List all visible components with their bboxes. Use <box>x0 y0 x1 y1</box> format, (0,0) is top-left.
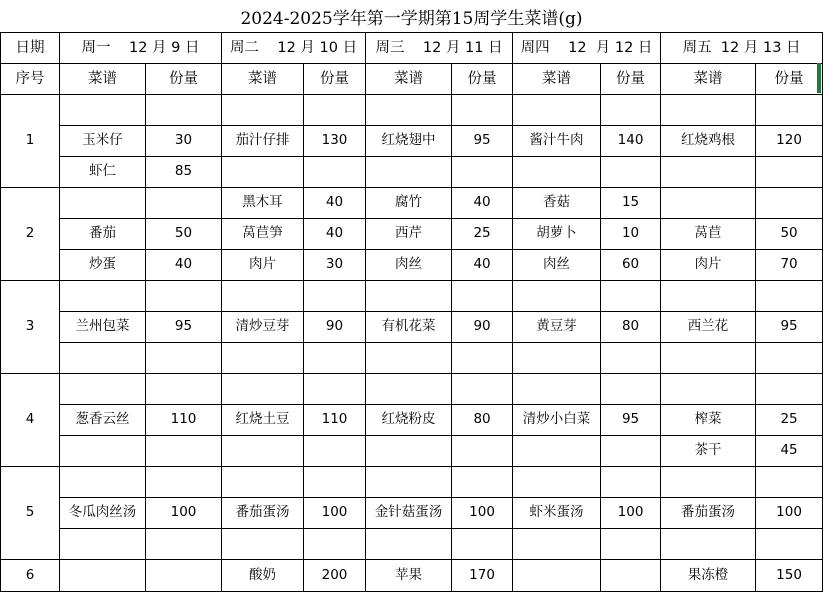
qty-cell[interactable] <box>304 95 366 126</box>
dish-cell[interactable]: 苹果 <box>366 560 452 592</box>
dish-cell[interactable]: 番茄蛋汤 <box>661 498 756 529</box>
qty-cell[interactable]: 150 <box>756 560 823 592</box>
qty-cell[interactable]: 140 <box>601 126 661 157</box>
qty-cell[interactable]: 30 <box>304 250 366 281</box>
dish-cell[interactable] <box>366 374 452 405</box>
dish-label-thu[interactable]: 菜谱 <box>513 64 601 95</box>
qty-cell[interactable] <box>452 157 513 188</box>
table-row <box>1 560 823 592</box>
dish-cell[interactable]: 红烧粉皮 <box>366 405 452 436</box>
table-row <box>1 436 823 467</box>
qty-cell[interactable] <box>601 343 661 374</box>
qty-cell[interactable] <box>756 529 823 560</box>
dish-cell[interactable] <box>366 95 452 126</box>
qty-cell[interactable] <box>452 343 513 374</box>
table-row <box>1 188 823 219</box>
dish-cell[interactable]: 金针菇蛋汤 <box>366 498 452 529</box>
qty-cell[interactable] <box>304 436 366 467</box>
dish-cell[interactable] <box>661 281 756 312</box>
qty-cell[interactable] <box>452 436 513 467</box>
table-row <box>1 529 823 560</box>
dish-cell[interactable] <box>366 343 452 374</box>
qty-cell[interactable] <box>601 157 661 188</box>
dish-cell[interactable]: 肉丝 <box>366 250 452 281</box>
dish-cell[interactable] <box>366 157 452 188</box>
qty-cell[interactable]: 80 <box>452 405 513 436</box>
dish-cell[interactable] <box>513 436 601 467</box>
qty-cell[interactable]: 25 <box>452 219 513 250</box>
cell-selection-marker <box>817 63 821 93</box>
dish-cell[interactable] <box>513 95 601 126</box>
qty-cell[interactable]: 130 <box>304 126 366 157</box>
qty-cell[interactable]: 40 <box>146 250 222 281</box>
dish-cell[interactable] <box>222 436 304 467</box>
dish-cell[interactable]: 莴苣 <box>661 219 756 250</box>
table-row <box>1 498 823 529</box>
dish-cell[interactable]: 黑木耳 <box>222 188 304 219</box>
qty-cell[interactable] <box>756 95 823 126</box>
qty-cell[interactable]: 40 <box>452 188 513 219</box>
dish-cell[interactable] <box>513 560 601 592</box>
dish-cell[interactable] <box>60 467 146 498</box>
table-row <box>1 219 823 250</box>
qty-cell[interactable] <box>756 188 823 219</box>
qty-cell[interactable]: 95 <box>452 126 513 157</box>
qty-cell[interactable] <box>146 188 222 219</box>
dish-cell[interactable]: 清炒小白菜 <box>513 405 601 436</box>
dish-cell[interactable]: 虾米蛋汤 <box>513 498 601 529</box>
dish-cell[interactable] <box>513 374 601 405</box>
qty-cell[interactable]: 110 <box>304 405 366 436</box>
dish-cell[interactable]: 香菇 <box>513 188 601 219</box>
dish-cell[interactable] <box>366 467 452 498</box>
dish-cell[interactable] <box>661 343 756 374</box>
dish-cell[interactable] <box>366 436 452 467</box>
qty-cell[interactable]: 90 <box>304 312 366 343</box>
qty-cell[interactable]: 40 <box>304 188 366 219</box>
qty-label-wed[interactable]: 份量 <box>452 64 513 95</box>
table-row <box>1 126 823 157</box>
qty-label-thu[interactable]: 份量 <box>601 64 661 95</box>
qty-cell[interactable] <box>304 467 366 498</box>
qty-cell[interactable] <box>601 560 661 592</box>
dish-cell[interactable] <box>513 281 601 312</box>
row-index[interactable]: 1 <box>1 95 60 188</box>
qty-cell[interactable] <box>146 529 222 560</box>
qty-cell[interactable] <box>601 95 661 126</box>
qty-cell[interactable] <box>146 374 222 405</box>
qty-cell[interactable] <box>452 467 513 498</box>
dish-cell[interactable]: 榨菜 <box>661 405 756 436</box>
dish-cell[interactable] <box>222 95 304 126</box>
dish-cell[interactable] <box>222 281 304 312</box>
menu-table <box>0 32 823 592</box>
dish-cell[interactable] <box>60 95 146 126</box>
qty-cell[interactable] <box>146 436 222 467</box>
qty-cell[interactable]: 50 <box>146 219 222 250</box>
qty-cell[interactable] <box>452 95 513 126</box>
date-label[interactable]: 日期 <box>1 33 60 64</box>
dish-cell[interactable] <box>366 529 452 560</box>
table-row <box>1 374 823 405</box>
qty-label-tue[interactable]: 份量 <box>304 64 366 95</box>
dish-cell[interactable] <box>60 188 146 219</box>
qty-label-fri[interactable]: 份量 <box>756 64 823 95</box>
dish-cell[interactable] <box>661 467 756 498</box>
qty-cell[interactable]: 40 <box>452 250 513 281</box>
row-index[interactable]: 2 <box>1 188 60 281</box>
table-row <box>1 250 823 281</box>
index-label[interactable]: 序号 <box>1 64 60 95</box>
dish-cell[interactable]: 肉片 <box>661 250 756 281</box>
qty-cell[interactable] <box>304 374 366 405</box>
dish-cell[interactable]: 茶干 <box>661 436 756 467</box>
qty-cell[interactable]: 170 <box>452 560 513 592</box>
qty-cell[interactable]: 70 <box>756 250 823 281</box>
qty-cell[interactable]: 95 <box>601 405 661 436</box>
qty-cell[interactable]: 15 <box>601 188 661 219</box>
day-header-wed[interactable]: 周三 12 月 11 日 <box>366 33 513 64</box>
row-index[interactable]: 5 <box>1 467 60 560</box>
dish-cell[interactable]: 茄汁仔排 <box>222 126 304 157</box>
dish-cell[interactable]: 炒蛋 <box>60 250 146 281</box>
dish-cell[interactable] <box>222 374 304 405</box>
dish-cell[interactable]: 兰州包菜 <box>60 312 146 343</box>
dish-cell[interactable] <box>661 188 756 219</box>
dish-cell[interactable] <box>60 560 146 592</box>
qty-cell[interactable] <box>756 374 823 405</box>
dish-cell[interactable]: 果冻橙 <box>661 560 756 592</box>
dish-cell[interactable] <box>60 436 146 467</box>
dish-cell[interactable] <box>60 374 146 405</box>
table-row <box>1 312 823 343</box>
day-header-tue[interactable]: 周二 12 月 10 日 <box>222 33 366 64</box>
qty-cell[interactable]: 120 <box>756 126 823 157</box>
dish-cell[interactable]: 莴苣笋 <box>222 219 304 250</box>
qty-cell[interactable]: 100 <box>304 498 366 529</box>
dish-cell[interactable]: 有机花菜 <box>366 312 452 343</box>
dish-cell[interactable] <box>661 95 756 126</box>
qty-cell[interactable] <box>146 281 222 312</box>
qty-cell[interactable] <box>452 529 513 560</box>
dish-cell[interactable]: 腐竹 <box>366 188 452 219</box>
dish-cell[interactable] <box>60 281 146 312</box>
qty-cell[interactable]: 100 <box>452 498 513 529</box>
qty-cell[interactable] <box>601 467 661 498</box>
dish-cell[interactable] <box>513 529 601 560</box>
dish-cell[interactable] <box>222 343 304 374</box>
qty-cell[interactable]: 110 <box>146 405 222 436</box>
qty-cell[interactable]: 85 <box>146 157 222 188</box>
dish-cell[interactable]: 红烧翅中 <box>366 126 452 157</box>
qty-cell[interactable]: 10 <box>601 219 661 250</box>
qty-cell[interactable]: 95 <box>756 312 823 343</box>
dish-cell[interactable]: 红烧土豆 <box>222 405 304 436</box>
dish-cell[interactable]: 虾仁 <box>60 157 146 188</box>
dish-cell[interactable] <box>60 529 146 560</box>
qty-cell[interactable] <box>452 281 513 312</box>
table-row <box>1 281 823 312</box>
dish-label-mon[interactable]: 菜谱 <box>60 64 146 95</box>
row-index[interactable]: 6 <box>1 560 60 592</box>
day-header-fri[interactable]: 周五 12 月 13 日 <box>661 33 823 64</box>
qty-cell[interactable] <box>304 157 366 188</box>
table-row <box>1 95 823 126</box>
dish-cell[interactable]: 番茄蛋汤 <box>222 498 304 529</box>
dish-cell[interactable]: 酸奶 <box>222 560 304 592</box>
table-row <box>1 467 823 498</box>
column-label-row <box>1 64 823 95</box>
dish-cell[interactable] <box>222 467 304 498</box>
dish-cell[interactable]: 番茄 <box>60 219 146 250</box>
dish-cell[interactable]: 胡萝卜 <box>513 219 601 250</box>
dish-label-wed[interactable]: 菜谱 <box>366 64 452 95</box>
dish-cell[interactable] <box>661 529 756 560</box>
qty-cell[interactable]: 100 <box>146 498 222 529</box>
row-index[interactable]: 3 <box>1 281 60 374</box>
qty-cell[interactable] <box>756 281 823 312</box>
qty-cell[interactable] <box>146 95 222 126</box>
dish-cell[interactable] <box>661 157 756 188</box>
qty-cell[interactable] <box>756 343 823 374</box>
qty-cell[interactable] <box>146 560 222 592</box>
table-row <box>1 157 823 188</box>
qty-cell[interactable]: 30 <box>146 126 222 157</box>
dish-cell[interactable]: 葱香云丝 <box>60 405 146 436</box>
dish-cell[interactable]: 红烧鸡根 <box>661 126 756 157</box>
dish-cell[interactable] <box>222 529 304 560</box>
day-header-mon[interactable]: 周一 12 月 9 日 <box>60 33 222 64</box>
qty-cell[interactable] <box>601 529 661 560</box>
qty-cell[interactable] <box>601 374 661 405</box>
dish-cell[interactable]: 西芹 <box>366 219 452 250</box>
qty-cell[interactable] <box>756 157 823 188</box>
qty-cell[interactable]: 45 <box>756 436 823 467</box>
dish-cell[interactable] <box>513 343 601 374</box>
qty-cell[interactable]: 50 <box>756 219 823 250</box>
dish-cell[interactable] <box>513 467 601 498</box>
qty-cell[interactable]: 40 <box>304 219 366 250</box>
dish-cell[interactable]: 黄豆芽 <box>513 312 601 343</box>
qty-cell[interactable]: 200 <box>304 560 366 592</box>
dish-cell[interactable]: 西兰花 <box>661 312 756 343</box>
qty-cell[interactable] <box>146 467 222 498</box>
qty-label-mon[interactable]: 份量 <box>146 64 222 95</box>
table-row <box>1 343 823 374</box>
qty-cell[interactable]: 80 <box>601 312 661 343</box>
qty-cell[interactable]: 90 <box>452 312 513 343</box>
qty-cell[interactable]: 100 <box>756 498 823 529</box>
qty-cell[interactable] <box>601 281 661 312</box>
row-index[interactable]: 4 <box>1 374 60 467</box>
dish-cell[interactable]: 肉丝 <box>513 250 601 281</box>
dish-cell[interactable] <box>661 374 756 405</box>
qty-cell[interactable]: 25 <box>756 405 823 436</box>
qty-cell[interactable] <box>601 436 661 467</box>
dish-cell[interactable] <box>222 157 304 188</box>
qty-cell[interactable] <box>452 374 513 405</box>
dish-cell[interactable] <box>60 343 146 374</box>
dish-cell[interactable]: 肉片 <box>222 250 304 281</box>
qty-cell[interactable] <box>146 343 222 374</box>
dish-cell[interactable]: 玉米仔 <box>60 126 146 157</box>
dish-cell[interactable]: 清炒豆芽 <box>222 312 304 343</box>
dish-label-tue[interactable]: 菜谱 <box>222 64 304 95</box>
qty-cell[interactable] <box>304 529 366 560</box>
qty-cell[interactable] <box>304 281 366 312</box>
dish-cell[interactable] <box>513 157 601 188</box>
qty-cell[interactable] <box>304 343 366 374</box>
table-row <box>1 405 823 436</box>
qty-cell[interactable]: 60 <box>601 250 661 281</box>
day-header-thu[interactable]: 周四 12 月 12 日 <box>513 33 661 64</box>
qty-cell[interactable]: 100 <box>601 498 661 529</box>
dish-cell[interactable]: 冬瓜肉丝汤 <box>60 498 146 529</box>
qty-cell[interactable] <box>756 467 823 498</box>
dish-cell[interactable]: 酱汁牛肉 <box>513 126 601 157</box>
day-header-row <box>1 33 823 64</box>
sheet-title: 2024-2025学年第一学期第15周学生菜谱(g) <box>240 8 583 29</box>
qty-cell[interactable]: 95 <box>146 312 222 343</box>
dish-cell[interactable] <box>366 281 452 312</box>
dish-label-fri[interactable]: 菜谱 <box>661 64 756 95</box>
